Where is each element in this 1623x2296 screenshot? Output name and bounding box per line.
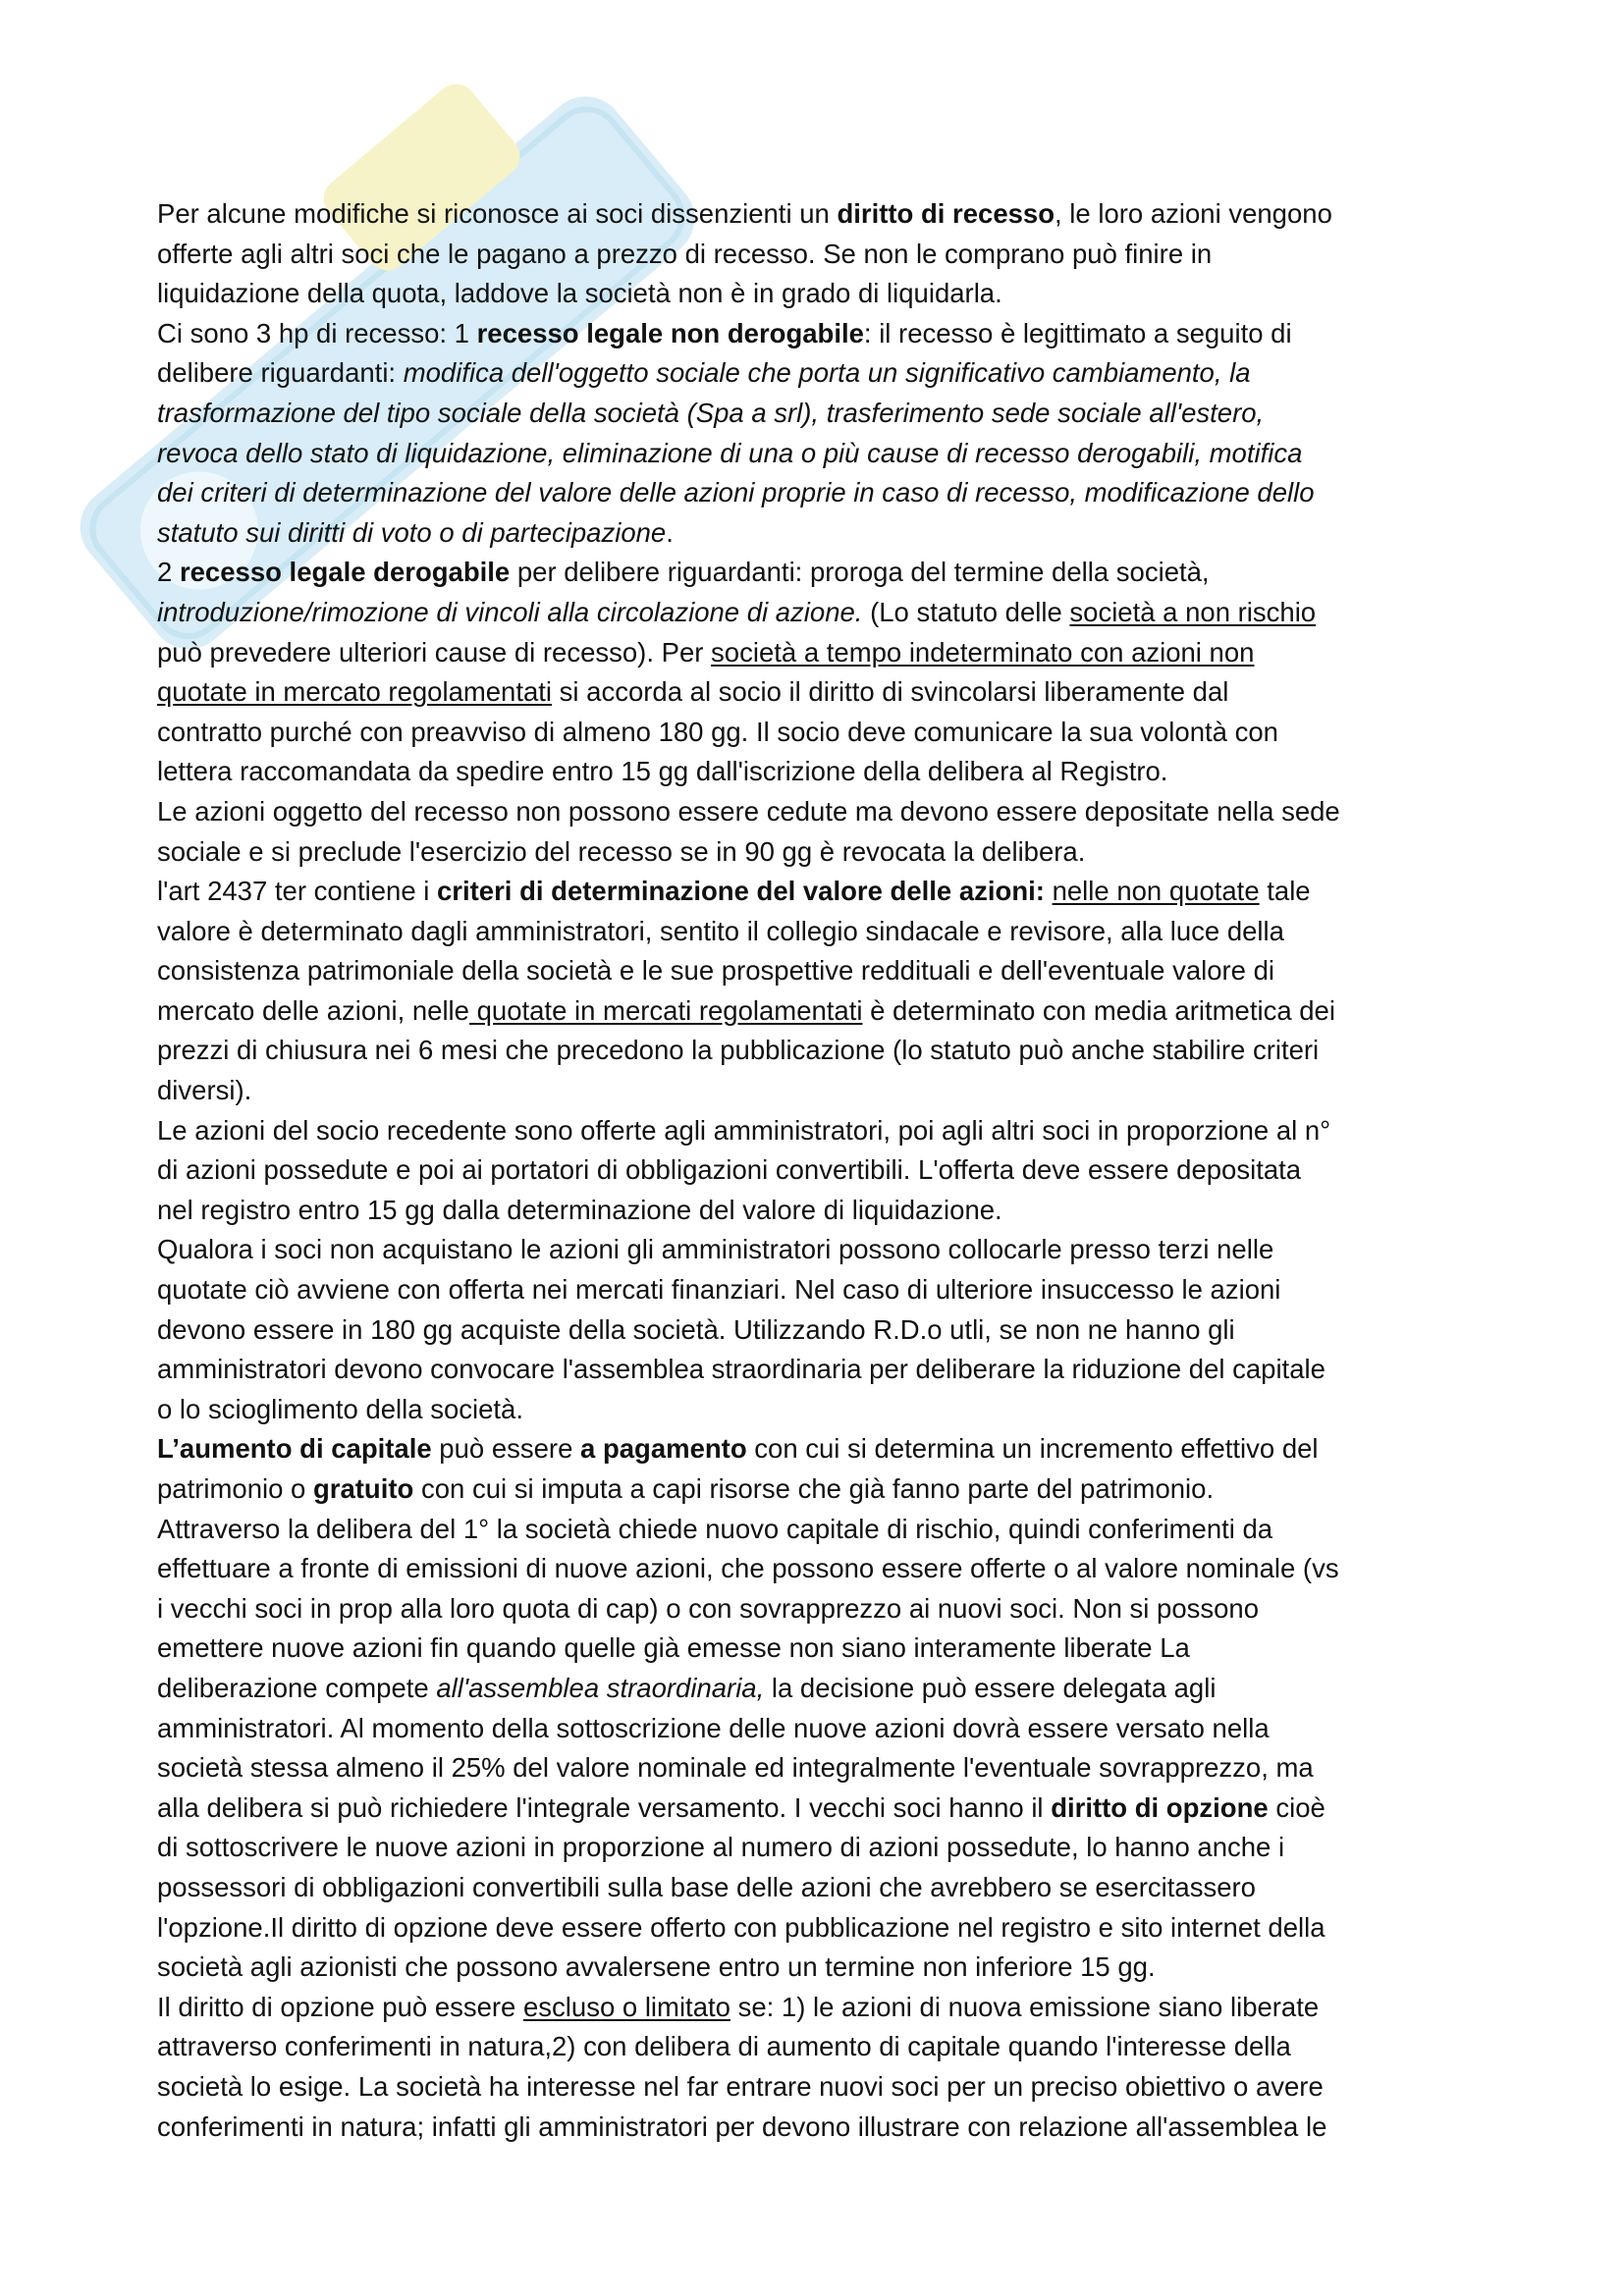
text-segment: può essere <box>431 1433 581 1465</box>
text-line <box>157 235 1504 275</box>
text-line <box>157 1549 1504 1589</box>
italic-text: trasformazione del tipo sociale della società (Spa a srl), trasferimento sede sociale all'estero, <box>157 397 1265 428</box>
text-line <box>157 713 1504 753</box>
text-segment: effettuare a fronte di emissioni di nuove azioni, che possono essere offerte o al valore nominale (vs <box>157 1553 1339 1584</box>
text-segment: . <box>666 516 674 548</box>
text-segment: amministratori. Al momento della sottoscrizione delle nuove azioni dovrà essere versato nella <box>157 1712 1270 1743</box>
text-line <box>157 792 1504 832</box>
text-segment: Qualora i soci non acquistano le azioni gli amministratori possono collocarle presso terzi nelle <box>157 1234 1274 1265</box>
text-line <box>157 353 1504 394</box>
bold-text: gratuito <box>312 1473 414 1504</box>
text-segment: Il diritto di opzione può essere <box>157 1991 523 2022</box>
text-segment: amministratori devono convocare l'assemblea straordinaria per deliberare la riduzione del capitale <box>157 1354 1325 1385</box>
text-segment: liquidazione della quota, laddove la società non è in grado di liquidarla. <box>157 278 1002 309</box>
underlined-text: società a non rischio <box>1069 596 1317 627</box>
italic-text: statuto sui diritti di voto o di partecipazione <box>157 516 667 548</box>
text-segment: delibere riguardanti: <box>157 357 404 389</box>
text-segment: per delibere riguardanti: proroga del termine della società, <box>510 557 1210 588</box>
text-line <box>157 274 1504 314</box>
text-segment: nel registro entro 15 gg dalla determinazione del valore di liquidazione. <box>157 1194 1002 1225</box>
text-segment: mercato delle azioni, nelle <box>157 994 469 1026</box>
document-body <box>157 194 1504 2147</box>
text-segment: emettere nuove azioni fin quando quelle già emesse non siano interamente liberate La <box>157 1632 1190 1664</box>
text-segment: società agli azionisti che possono avvalersene entro un termine non inferiore 15 gg. <box>157 1951 1156 1983</box>
text-line <box>157 752 1504 792</box>
bold-text: criteri di determinazione del valore delle azioni: <box>437 876 1045 907</box>
underlined-text: quotate in mercati regolamentati <box>468 994 863 1026</box>
text-line <box>157 633 1504 673</box>
text-segment: società stessa almeno il 25% del valore nominale ed integralmente l'eventuale sovrapprezzo, ma <box>157 1752 1314 1784</box>
text-line <box>157 1429 1504 1469</box>
text-line <box>157 1350 1504 1390</box>
text-segment: lettera raccomandata da spedire entro 15 gg dall'iscrizione della delibera al Registro. <box>157 756 1168 787</box>
text-segment: Per alcune modifiche si riconosce ai soci dissenzienti un <box>157 198 838 229</box>
text-segment: l'art 2437 ter contiene i <box>157 876 438 907</box>
text-segment: è determinato con media aritmetica dei <box>862 994 1335 1026</box>
text-line <box>157 1828 1504 1868</box>
text-line <box>157 1908 1504 1949</box>
text-segment: possessori di obbligazioni convertibili sulla base delle azioni che avrebbero se esercitassero <box>157 1871 1256 1902</box>
text-line <box>157 1270 1504 1310</box>
text-segment: si accorda al socio il diritto di svincolarsi liberamente dal <box>552 676 1229 708</box>
text-line <box>157 1071 1504 1111</box>
text-segment: prezzi di chiusura nei 6 mesi che precedono la pubblicazione (lo statuto può anche stabilire criteri <box>157 1035 1320 1066</box>
text-line <box>157 2067 1504 2108</box>
text-segment: Le azioni oggetto del recesso non possono essere cedute ma devono essere depositate nella sede <box>157 795 1340 827</box>
underlined-text: quotate in mercato regolamentati <box>157 676 553 708</box>
text-segment: cioè <box>1268 1791 1325 1823</box>
text-segment: contratto purché con preavviso di almeno 180 gg. Il socio deve comunicare la sua volontà con <box>157 716 1278 747</box>
text-line <box>157 1948 1504 1988</box>
text-segment: di azioni possedute e poi ai portatori di obbligazioni convertibili. L'offerta deve essere depositata <box>157 1154 1302 1186</box>
text-line <box>157 1789 1504 1829</box>
text-line <box>157 593 1504 633</box>
italic-text: introduzione/rimozione di vincoli alla circolazione di azione. <box>157 596 863 627</box>
text-line <box>157 1868 1504 1908</box>
text-segment: se: 1) le azioni di nuova emissione siano liberate <box>730 1991 1320 2022</box>
text-line <box>157 832 1504 873</box>
text-segment: quotate ciò avviene con offerta nei mercati finanziari. Nel caso di ulteriore insuccesso le azioni <box>157 1274 1281 1306</box>
text-line <box>157 1310 1504 1351</box>
text-line <box>157 991 1504 1032</box>
text-segment: devono essere in 180 gg acquiste della società. Utilizzando R.D.o utli, se non ne hanno gli <box>157 1313 1235 1345</box>
text-segment <box>1045 876 1053 906</box>
text-line <box>157 314 1504 354</box>
text-segment: alla delibera si può richiedere l'integrale versamento. I vecchi soci hanno il <box>157 1791 1052 1823</box>
bold-text: recesso legale non derogabile <box>476 317 864 348</box>
text-segment: (Lo statuto delle <box>862 596 1070 627</box>
text-line <box>157 912 1504 952</box>
text-line <box>157 672 1504 713</box>
text-line <box>157 1669 1504 1709</box>
text-line <box>157 1150 1504 1191</box>
text-segment: Le azioni del socio recedente sono offerte agli amministratori, poi agli altri soci in proporzione al n° <box>157 1114 1331 1146</box>
text-line <box>157 951 1504 991</box>
italic-text: all'assemblea straordinaria, <box>436 1672 765 1703</box>
text-line <box>157 1390 1504 1430</box>
text-segment: l'opzione.Il diritto di opzione deve essere offerto con pubblicazione nel registro e sito internet della <box>157 1911 1325 1943</box>
text-segment: diversi). <box>157 1075 252 1106</box>
text-line <box>157 553 1504 593</box>
text-segment: consistenza patrimoniale della società e le sue prospettive reddituali e dell'eventuale valore di <box>157 955 1275 987</box>
text-line <box>157 1629 1504 1669</box>
text-line <box>157 2108 1504 2148</box>
text-segment: patrimonio o <box>157 1473 313 1504</box>
text-segment: : il recesso è legittimato a seguito di <box>863 317 1292 348</box>
text-segment: conferimenti in natura; infatti gli amministratori per devono illustrare con relazione all'assemblea le <box>157 2110 1327 2142</box>
text-line <box>157 1469 1504 1510</box>
text-line <box>157 434 1504 474</box>
text-line <box>157 194 1504 235</box>
underlined-text: escluso o limitato <box>523 1991 730 2022</box>
text-line <box>157 513 1504 554</box>
text-segment: deliberazione compete <box>157 1672 437 1703</box>
bold-text: L’aumento di capitale <box>157 1433 432 1465</box>
text-segment: società lo esige. La società ha interesse nel far entrare nuovi soci per un preciso obiettivo o avere <box>157 2070 1324 2102</box>
text-segment: tale <box>1259 876 1311 907</box>
text-line <box>157 473 1504 513</box>
bold-text: diritto di opzione <box>1051 1791 1269 1823</box>
text-segment: offerte agli altri soci che le pagano a prezzo di recesso. Se non le comprano può finire in <box>157 238 1213 269</box>
text-segment: 2 <box>157 557 180 588</box>
text-segment: o lo scioglimento della società. <box>157 1393 523 1424</box>
text-segment: la decisione può essere delegata agli <box>764 1672 1217 1703</box>
text-segment: Ci sono 3 hp di recesso: 1 <box>157 317 477 348</box>
text-line <box>157 1748 1504 1789</box>
bold-text: a pagamento <box>580 1433 747 1465</box>
text-line <box>157 1988 1504 2028</box>
text-segment: con cui si imputa a capi risorse che già fanno parte del patrimonio. <box>413 1473 1215 1504</box>
text-segment: con cui si determina un incremento effettivo del <box>746 1433 1319 1465</box>
text-segment: attraverso conferimenti in natura,2) con delibera di aumento di capitale quando l'interesse della <box>157 2031 1291 2062</box>
text-line <box>157 872 1504 912</box>
text-line <box>157 2027 1504 2067</box>
bold-text: diritto di recesso <box>837 198 1055 229</box>
text-line <box>157 1589 1504 1629</box>
italic-text: dei criteri di determinazione del valore delle azioni proprie in caso di recesso, modificazione dello <box>157 477 1315 508</box>
underlined-text: società a tempo indeterminato con azioni non <box>711 636 1255 667</box>
text-line <box>157 1230 1504 1270</box>
text-segment: di sottoscrivere le nuove azioni in proporzione al numero di azioni possedute, lo hanno anche i <box>157 1832 1285 1863</box>
bold-text: recesso legale derogabile <box>179 557 511 588</box>
text-line <box>157 1709 1504 1749</box>
text-line <box>157 1031 1504 1071</box>
text-line <box>157 1111 1504 1151</box>
underlined-text: nelle non quotate <box>1052 876 1260 907</box>
text-segment: , le loro azioni vengono <box>1055 198 1332 229</box>
italic-text: modifica dell'oggetto sociale che porta un significativo cambiamento, la <box>403 357 1251 389</box>
text-line <box>157 394 1504 434</box>
text-line <box>157 1191 1504 1231</box>
text-line <box>157 1510 1504 1550</box>
text-segment: Attraverso la delibera del 1° la società chiede nuovo capitale di rischio, quindi conferimenti da <box>157 1513 1273 1544</box>
italic-text: revoca dello stato di liquidazione, eliminazione di una o più cause di recesso derogabili, motifica <box>157 437 1303 468</box>
text-segment: può prevedere ulteriori cause di recesso). Per <box>157 636 712 667</box>
text-segment: sociale e si preclude l'esercizio del recesso se in 90 gg è revocata la delibera. <box>157 835 1086 867</box>
text-segment: valore è determinato dagli amministratori, sentito il collegio sindacale e revisore, alla luce della <box>157 915 1284 946</box>
text-segment: i vecchi soci in prop alla loro quota di cap) o con sovrapprezzo ai nuovi soci. Non si possono <box>157 1592 1259 1624</box>
